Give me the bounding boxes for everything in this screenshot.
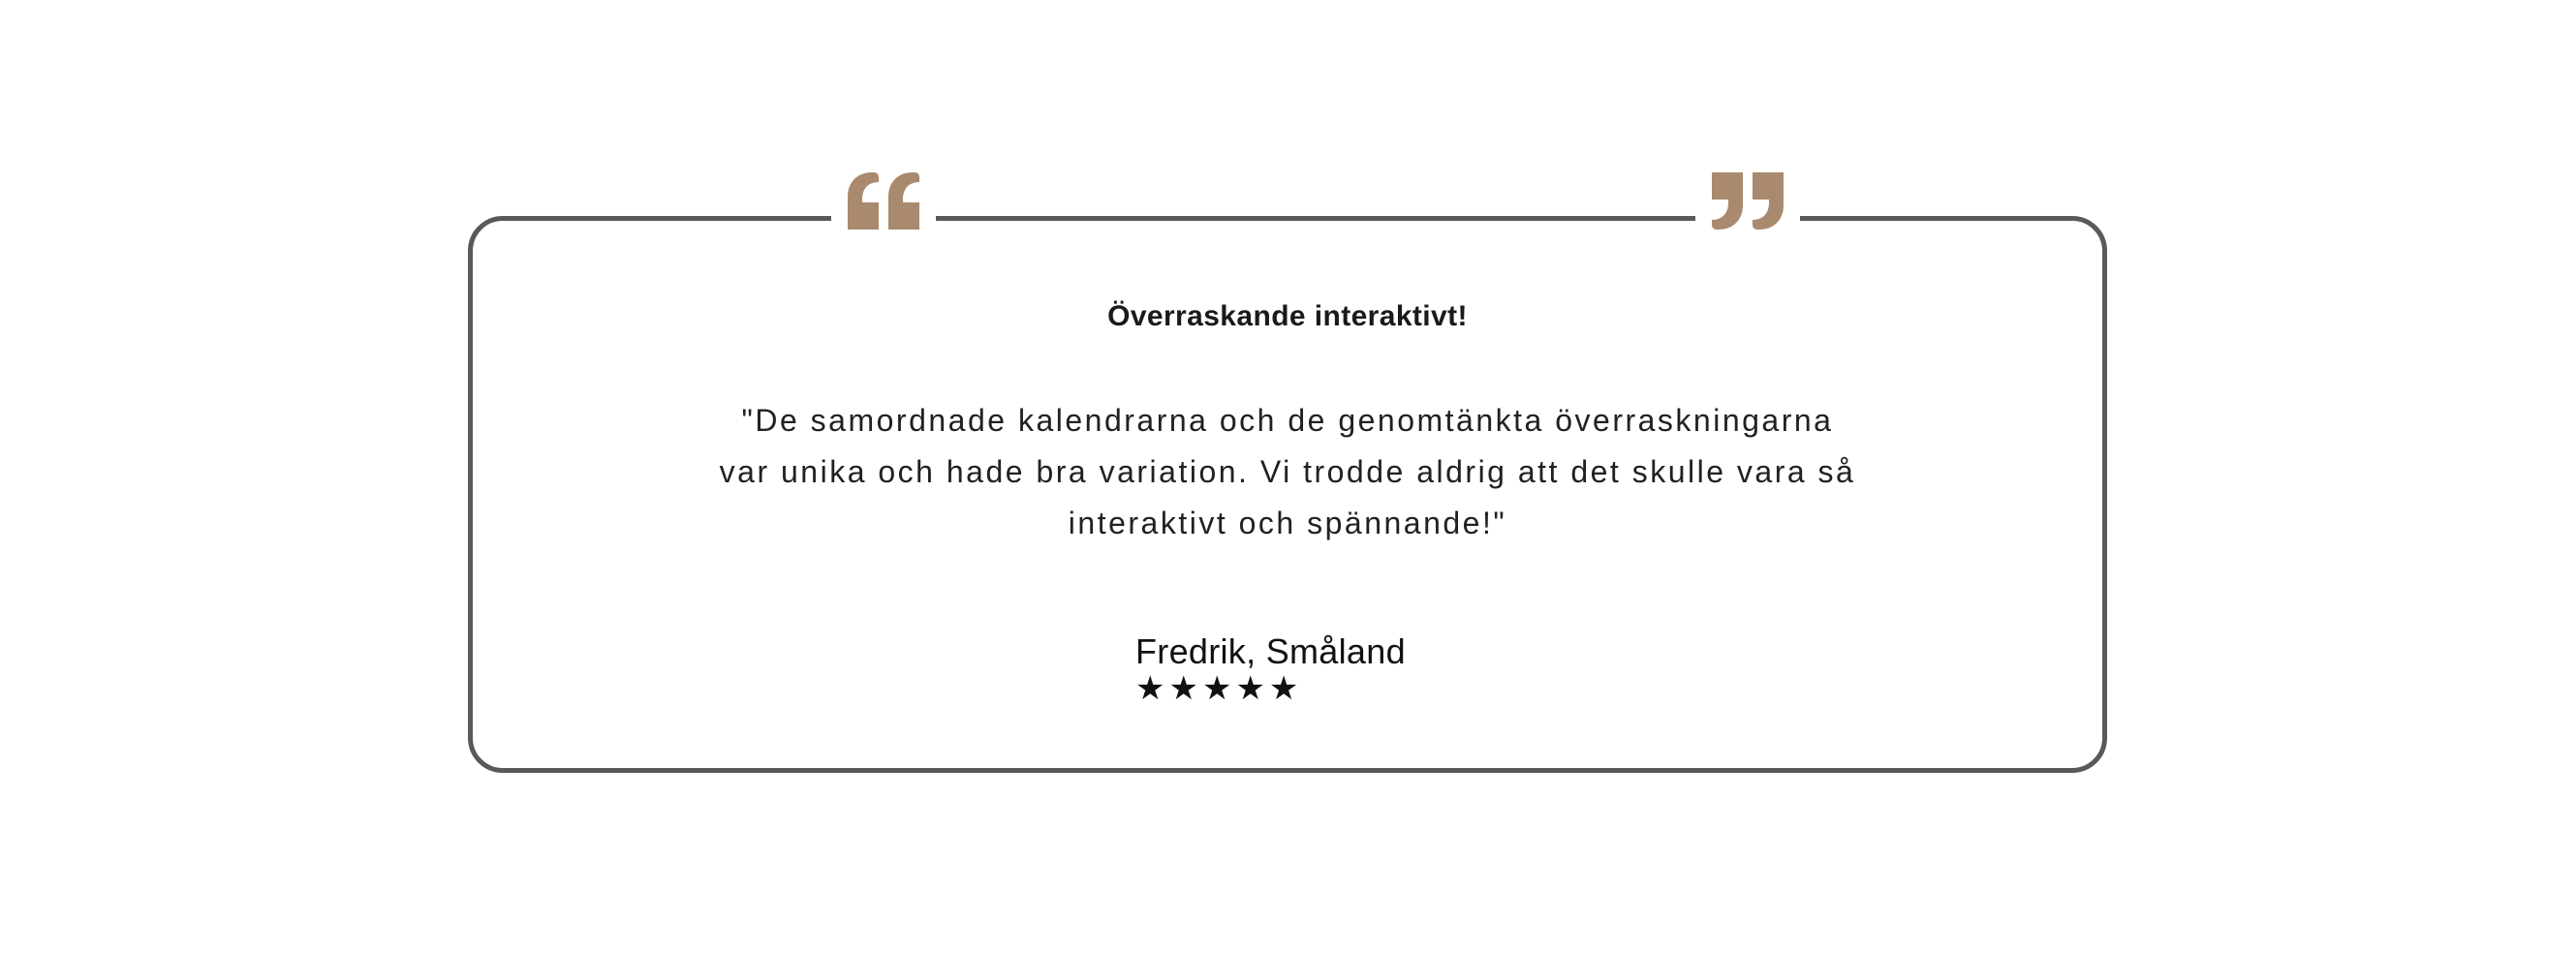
testimonial-heading: Överraskande interaktivt!: [1107, 300, 1468, 332]
testimonial-quote: [473, 395, 2102, 549]
open-quote-icon: [831, 170, 936, 231]
testimonial-card: [468, 216, 2107, 773]
quote-line-2: var unika och hade bra variation. Vi trodde aldrig att det skulle vara så: [719, 454, 1856, 489]
attribution-name: Fredrik, Småland: [1135, 631, 1406, 671]
star-rating: ★★★★★: [1135, 669, 1303, 708]
close-quote-icon: [1695, 170, 1800, 231]
quote-line-3: interaktivt och spännande!": [1068, 506, 1507, 540]
quote-line-1: "De samordnade kalendrarna och de genomtänkta överraskningarna: [741, 403, 1834, 438]
